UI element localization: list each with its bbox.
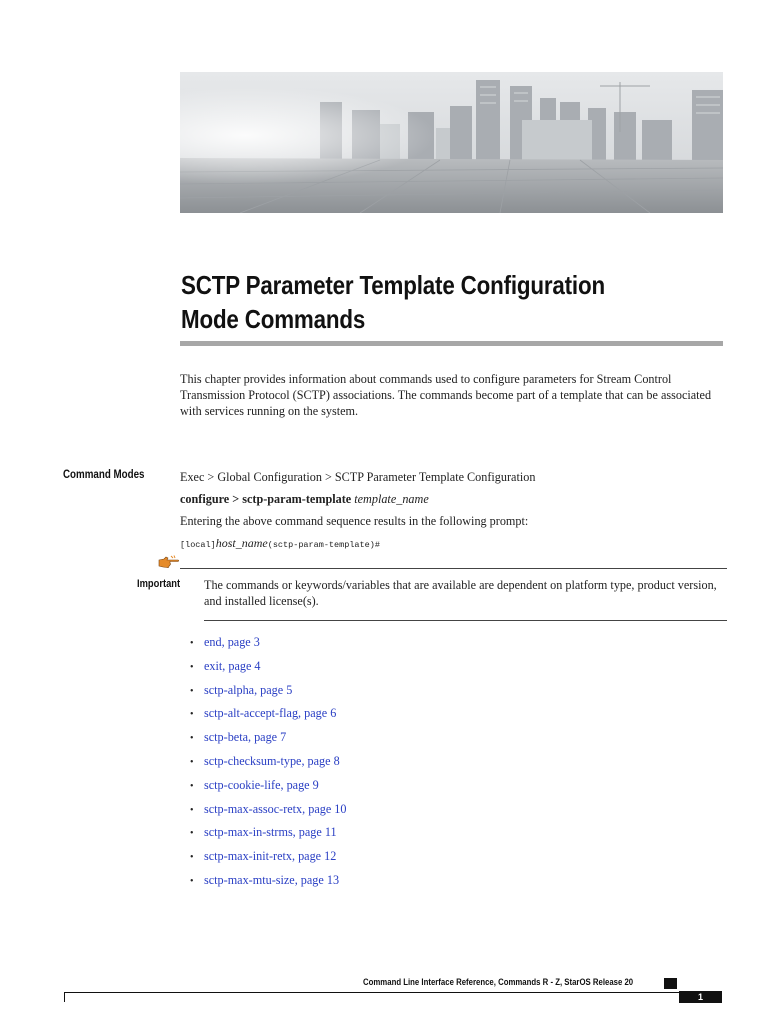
command-link[interactable]: sctp-alt-accept-flag, page 6 (204, 706, 337, 721)
command-list-item (190, 849, 346, 873)
command-link[interactable]: exit, page 4 (204, 658, 261, 673)
footer-book-title: Command Line Interface Reference, Commands R - Z, StarOS Release 20 (363, 977, 634, 988)
command-list-item (190, 873, 346, 897)
footer-rule (64, 992, 679, 993)
command-link[interactable]: end, page 3 (204, 635, 260, 649)
command-link[interactable]: sctp-max-assoc-retx, page 10 (204, 801, 347, 816)
command-link[interactable]: sctp-alpha, page 5 (204, 682, 293, 697)
command-link[interactable]: sctp-max-init-retx, page 12 (204, 849, 337, 864)
bullet-icon: • (190, 875, 194, 887)
bullet-icon: • (190, 852, 194, 864)
prompt-host: host_name (215, 536, 268, 550)
command-keywords: configure > sctp-param-template (180, 492, 352, 506)
footer-tick (64, 992, 65, 1002)
command-list-item (190, 825, 346, 849)
command-list-item (190, 754, 346, 778)
chapter-title: SCTP Parameter Template Configuration Mode Commands (181, 270, 605, 334)
important-note: The commands or keywords/variables that are available are dependent on platform type, product version, and installed license(s). (204, 578, 717, 608)
bullet-icon: • (190, 709, 194, 721)
bullet-icon: • (190, 733, 194, 745)
command-link[interactable]: sctp-max-mtu-size, page 13 (204, 872, 340, 887)
bullet-icon: • (190, 804, 194, 816)
prompt-intro: Entering the above command sequence results in the following prompt: (180, 514, 529, 528)
prompt-suffix: (sctp-param-template)# (267, 540, 380, 550)
important-top-rule (180, 568, 727, 569)
bullet-icon: • (190, 756, 194, 768)
command-list-item (190, 706, 346, 730)
command-syntax (180, 492, 429, 507)
command-link[interactable]: sctp-max-in-strms, page 11 (204, 825, 337, 840)
header-city-photo (180, 72, 723, 213)
command-link[interactable]: sctp-beta, page 7 (204, 730, 287, 745)
intro-paragraph: This chapter provides information about commands used to configure parameters for Stream Control Transmission Protocol (SCTP) associations. The commands become part of a template that can be associated with services running on the system. (180, 372, 712, 418)
bullet-icon: • (190, 828, 194, 840)
command-link[interactable]: sctp-checksum-type, page 8 (204, 753, 340, 768)
important-bottom-rule (204, 620, 727, 621)
bullet-icon: • (190, 780, 194, 792)
footer-marker (664, 978, 677, 989)
prompt-prefix: [local] (180, 540, 216, 550)
command-list-item (190, 802, 346, 826)
command-argument: template_name (354, 492, 429, 506)
page-number: 1 (697, 992, 703, 1002)
command-modes-label: Command Modes (63, 469, 145, 481)
important-label: Important (137, 578, 181, 590)
command-list-item (190, 730, 346, 754)
bullet-icon: • (190, 685, 194, 697)
command-list (190, 635, 346, 897)
bullet-icon: • (190, 661, 194, 673)
cli-prompt (180, 536, 380, 551)
city-skyline-image (180, 72, 723, 213)
command-list-item (190, 683, 346, 707)
bullet-icon: • (190, 638, 194, 649)
command-list-item (190, 659, 346, 683)
command-link[interactable]: sctp-cookie-life, page 9 (204, 777, 319, 792)
command-modes-path: Exec > Global Configuration > SCTP Parameter Template Configuration (180, 470, 536, 484)
pointing-hand-icon (158, 555, 180, 569)
command-list-item (190, 635, 346, 659)
title-divider (180, 341, 723, 346)
command-list-item (190, 778, 346, 802)
